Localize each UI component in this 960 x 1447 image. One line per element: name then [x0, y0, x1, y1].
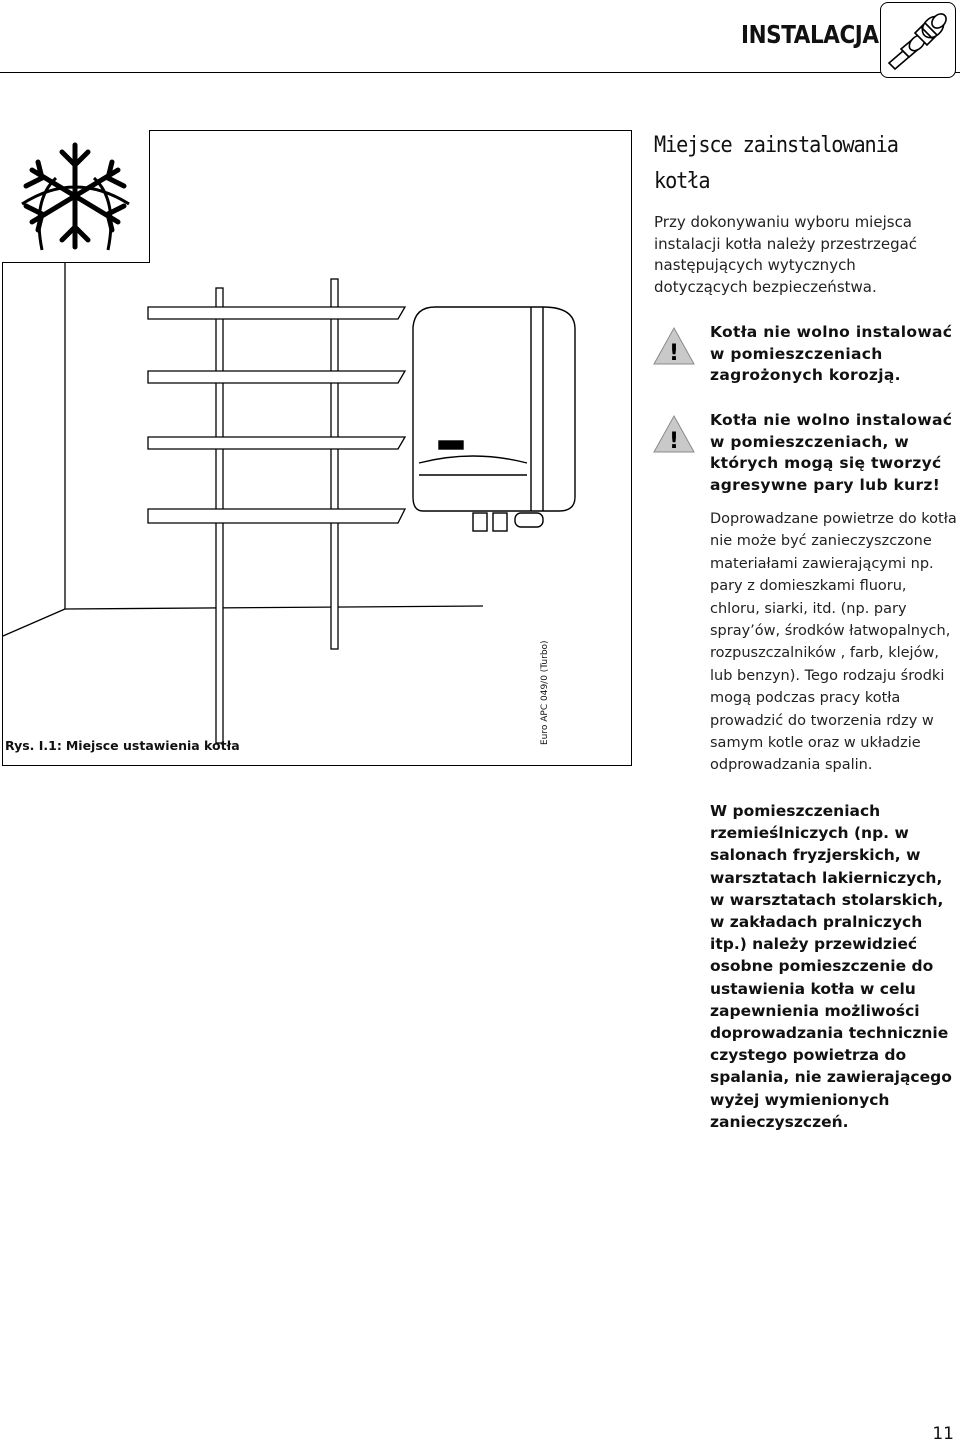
boiler-illustration: [413, 307, 575, 531]
intro-paragraph: Przy dokonywaniu wyboru miejsca instalacji kotła należy przestrzegać następujących wytycznych dotyczących bezpieczeństwa.: [654, 213, 918, 296]
svg-text:!: !: [668, 429, 680, 454]
model-side-label: Euro APC 049/0 (Turbo): [540, 640, 550, 745]
warning-triangle-icon: [652, 414, 696, 454]
section-title-line1: Miejsce zainstalowania: [654, 133, 898, 158]
figure-caption: [5, 738, 240, 753]
valve-fitting-icon: [880, 2, 956, 78]
workshop-recommendation-paragraph: W pomieszczeniach rzemieślniczych (np. w salonach fryzjerskich, w warsztatach lakierniczych, w warsztatach stolarskich, w zakładach pralniczych itp.) należy przewidzieć osobne pomieszczenie do ustawienia kotła w celu zapewnienia możliwości doprowadzania technicznie czystego powietrza do spalania, nie zawierającego wyżej wymienionych zanieczyszczeń.: [710, 802, 952, 1131]
snowflake-icon: [2, 130, 150, 263]
section-title-line2: kotła: [654, 169, 710, 194]
air-contamination-paragraph: Doprowadzane powietrze do kotła nie może być zanieczyszczone materiałami zawierającymi np. pary z domieszkami fluoru, chloru, siarki, itd. (np. pary spray’ów, środków łatwopalnych, rozpuszczalników , farb, klejów, lub benzyn). Tego rodzaju środki mogą podczas pracy kotła prowadzić do tworzenia rdzy w samym kotle oraz w układzie odprowadzania spalin.: [710, 511, 957, 774]
figure-caption-text: Miejsce ustawienia kotła: [65, 738, 240, 753]
figure-caption-label: Rys. I.1:: [5, 738, 62, 753]
warning-text: Kotła nie wolno instalować w pomieszczeniach zagrożonych korozją.: [710, 323, 953, 384]
section-title: [654, 128, 921, 200]
svg-text:!: !: [668, 341, 680, 366]
chapter-title: INSTALACJA: [741, 20, 879, 49]
warning-text: Kotła nie wolno instalować w pomieszczeniach, w których mogą się tworzyć agresywne pary lub kurz!: [710, 411, 953, 494]
warning-triangle-icon: [652, 326, 696, 366]
page-number: 11: [932, 1424, 954, 1444]
header-divider: [0, 72, 960, 73]
